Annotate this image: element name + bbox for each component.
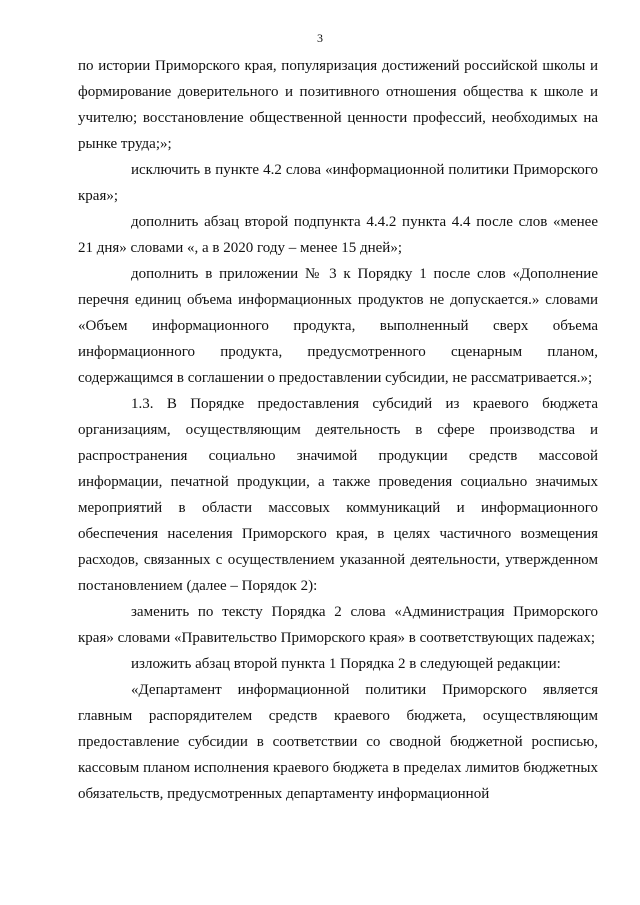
- page-number: 3: [317, 31, 323, 45]
- paragraph-5: 1.3. В Порядке предоставления субсидий из краевого бюджета организациям, осуществляющим деятельность в сфере производства и распространения социально значимой продукции средств массовой информации, печатной продукции, а также проведения социально значимых мероприятий в области массовых коммуникаций и информационного обеспечения населения Приморского края, в целях частичного возмещения расходов, связанных с осуществлением указанной деятельности, утвержденном постановлением (далее – Порядок 2):: [78, 396, 598, 594]
- paragraph-3: дополнить абзац второй подпункта 4.4.2 пункта 4.4 после слов «менее 21 дня» словами «, а в 2020 году – менее 15 дней»;: [78, 214, 598, 256]
- paragraph-7: изложить абзац второй пункта 1 Порядка 2 в следующей редакции:: [131, 656, 561, 672]
- document-body: [78, 53, 598, 807]
- paragraph-6: заменить по тексту Порядка 2 слова «Администрация Приморского края» словами «Правительство Приморского края» в соответствующих падежах;: [78, 604, 598, 646]
- paragraph-2: исключить в пункте 4.2 слова «информационной политики Приморского края»;: [78, 162, 598, 204]
- paragraph-1: по истории Приморского края, популяризация достижений российской школы и формирование доверительного и позитивного отношения общества к школе и учителю; восстановление общественной ценности профессий, необходимых на рынке труда;»;: [78, 58, 598, 152]
- paragraph-4: дополнить в приложении № 3 к Порядку 1 после слов «Дополнение перечня единиц объема информационных продуктов не допускается.» словами «Объем информационного продукта, выполненный сверх объема информационного продукта, предусмотренного сценарным планом, содержащимся в соглашении о предоставлении субсидии, не рассматривается.»;: [78, 266, 598, 386]
- paragraph-8: «Департамент информационной политики Приморского является главным распорядителем средств краевого бюджета, осуществляющим предоставление субсидии в соответствии со сводной бюджетной росписью, кассовым планом исполнения краевого бюджета в пределах лимитов бюджетных обязательств, предусмотренных департаменту информационной: [78, 682, 598, 802]
